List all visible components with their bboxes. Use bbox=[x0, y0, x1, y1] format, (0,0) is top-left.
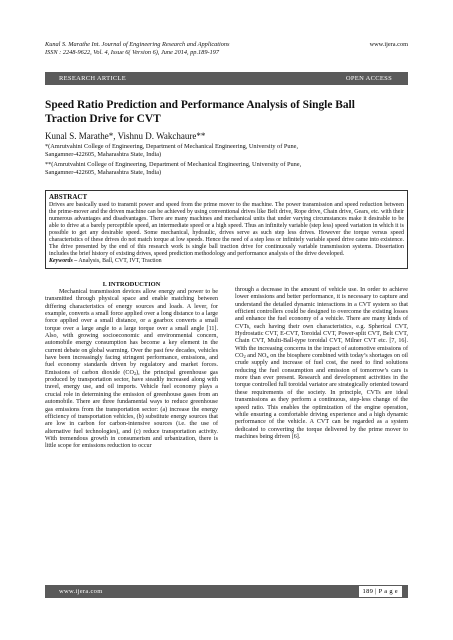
citation-line-2: ISSN : 2248-9622, Vol. 4, Issue 6( Version 6), June 2014, pp.189-197 bbox=[45, 49, 220, 56]
affiliation-1-line-1: *(Amrutvahini College of Engineering, Department of Mechanical Engineering, University of Pune, bbox=[45, 143, 299, 150]
running-header bbox=[45, 41, 408, 57]
title-line-2: Traction Drive for CVT bbox=[45, 112, 161, 125]
affiliation-2 bbox=[45, 161, 408, 176]
right-column bbox=[235, 287, 408, 441]
co2-subscript: 2 bbox=[133, 370, 137, 376]
affiliation-1-line-2: Sangamner-422605, Maharashtra State, India) bbox=[45, 150, 162, 158]
intro-right-text-2: and NO bbox=[245, 353, 267, 360]
abstract-text: Drives are basically used to transmit power and speed from the prime mover to the machine. The power transmission and speed reduction between the prime-mover and the driven machine can be achieved by using conventional drives like Belt drive, Rope drive, Chain drive, Gears, etc. with their numerous advantages and disadvantages. There are many machines and mechanical units that under varying circumstances make it desirable to be able to drive at a barely perceptible speed, an intermediate speed or a high speed. Thus an infinitely variable (step less) speed variation in which it is possible to get any desirable speed. Some mechanical, hydraulic, drives serve as such step less drives. However the torque versus speed characteristics of these drives do not match torque at low speeds. Hence the need of a step less or infinitely variable speed drive came into existence. The drive presented by the end of this research work is single ball traction drive for continuously variable transmission systems. Dissertation includes the brief history of existing drives, speed prediction methodology and performance analysis of the drive developed. bbox=[49, 202, 404, 258]
article-banner bbox=[45, 72, 408, 85]
keywords-label: Keywords – bbox=[49, 258, 78, 265]
affiliation-1 bbox=[45, 143, 408, 158]
keywords bbox=[49, 258, 404, 265]
intro-paragraph-right bbox=[235, 287, 408, 440]
author-list: Kunal S. Marathe*, Vishnu D. Wakchaure** bbox=[45, 131, 206, 141]
page-number: 189 | P a g e bbox=[359, 586, 402, 597]
left-column bbox=[45, 281, 218, 451]
nox-subscript: x bbox=[266, 354, 269, 360]
intro-left-text-2: ), the principal greenhouse gas produced by transportation sector, have steadily increased along with travel, energy use, and oil imports. Vehicle fuel economy plays a crucial role in determining the emission of greenhouse gases from an automobile. There are three fundamental ways to reduce greenhouse gas emissions from the transportation sector: (a) increase the energy efficiency of transportation vehicles, (b) substitute energy sources that are low in carbon for carbon-intensive sources (i.e. the use of alternative fuel technologies), and (c) reduce transportation activity. With tremendous growth in consumerism and urbanization, there is little scope for emissions reduction to occur bbox=[45, 369, 218, 450]
section-heading-introduction: I. INTRODUCTION bbox=[102, 281, 161, 288]
citation-line-1: Kunal S. Marathe Int. Journal of Engineering Research and Applications bbox=[45, 41, 230, 48]
open-access-label: OPEN ACCESS bbox=[345, 75, 392, 82]
title-line-1: Speed Ratio Prediction and Performance Analysis of Single Ball bbox=[45, 99, 355, 111]
intro-right-text-1: through a decrease in the amount of vehicle use. In order to achieve lower emissions and better performance, it is necessary to capture and understand the detailed dynamic interactions in a CVT system so that efficient controllers could be designed to overcome the existing losses and enhance the fuel economy of a vehicle. There are many kinds of CVTs, each having their own characteristics, e.g. Spherical CVT, Hydrostatic CVT, E-CVT, Toroidal CVT, Power-split CVT, Belt CVT, Chain CVT, Multi-Ball-type toroidal CVT, Milner CVT etc. [7, 16]. With the increasing concerns in the impact of automotive emissions of CO bbox=[235, 287, 408, 360]
affiliation-2-line-1: **(Amrutvahini College of Engineering, Department of Mechanical Engineering, University of Pune, bbox=[45, 161, 302, 168]
abstract-heading: ABSTRACT bbox=[49, 193, 88, 201]
co2-subscript-right: 2 bbox=[243, 354, 246, 360]
keywords-list: Analysis, Ball, CVT, IVT, Traction bbox=[77, 258, 162, 265]
intro-right-text-3: on the biosphere combined with today’s shortages on oil crude supply and increase of fuel cost, the need to find solutions reducing the fuel consumption and emission of tomorrow’s cars is more than ever present. Research and development activities in the torque controlled full toroidal variator are strategically oriented toward these requirements of the society. In principle, CVTs are ideal transmissions as they perform a continuous, step-less change of the speed ratio. This enables the optimization of the engine operation, while ensuring a comfortable driving experience and a high dynamic performance of the vehicle. A CVT can be regarded as a system dedicated to converting the torque delivered by the prime mover to machines being driven [6]. bbox=[235, 353, 408, 440]
paper-title bbox=[45, 99, 408, 126]
intro-left-text-1: Mechanical transmission devices allow energy and power to be transmitted through physical space and enable matching between differing characteristics of energy sources and loads. A lever, for example, converts a small force applied over a long distance to a large force applied over a small distance, or a gearbox converts a small torque over a large angle to a large torque over a small angle [11]. Also, with growing socioeconomic and environmental concern, automobile energy consumption has become a key element in the current debate on global warming. Over the past few decades, vehicles have been increasingly facing stringent performance, emissions, and fuel economy standards driven by regulatory and market forces. Emissions of carbon dioxide (CO bbox=[45, 289, 218, 376]
footer-url[interactable]: www.ijera.com bbox=[59, 588, 103, 595]
page-footer bbox=[45, 585, 408, 598]
header-url[interactable]: www.ijera.com bbox=[369, 41, 408, 48]
article-type-label: RESEARCH ARTICLE bbox=[59, 75, 127, 82]
intro-paragraph-left bbox=[45, 289, 218, 451]
affiliation-2-line-2: Sangamner-422605, Maharashtra State, India) bbox=[45, 168, 162, 176]
abstract-box bbox=[45, 190, 408, 269]
